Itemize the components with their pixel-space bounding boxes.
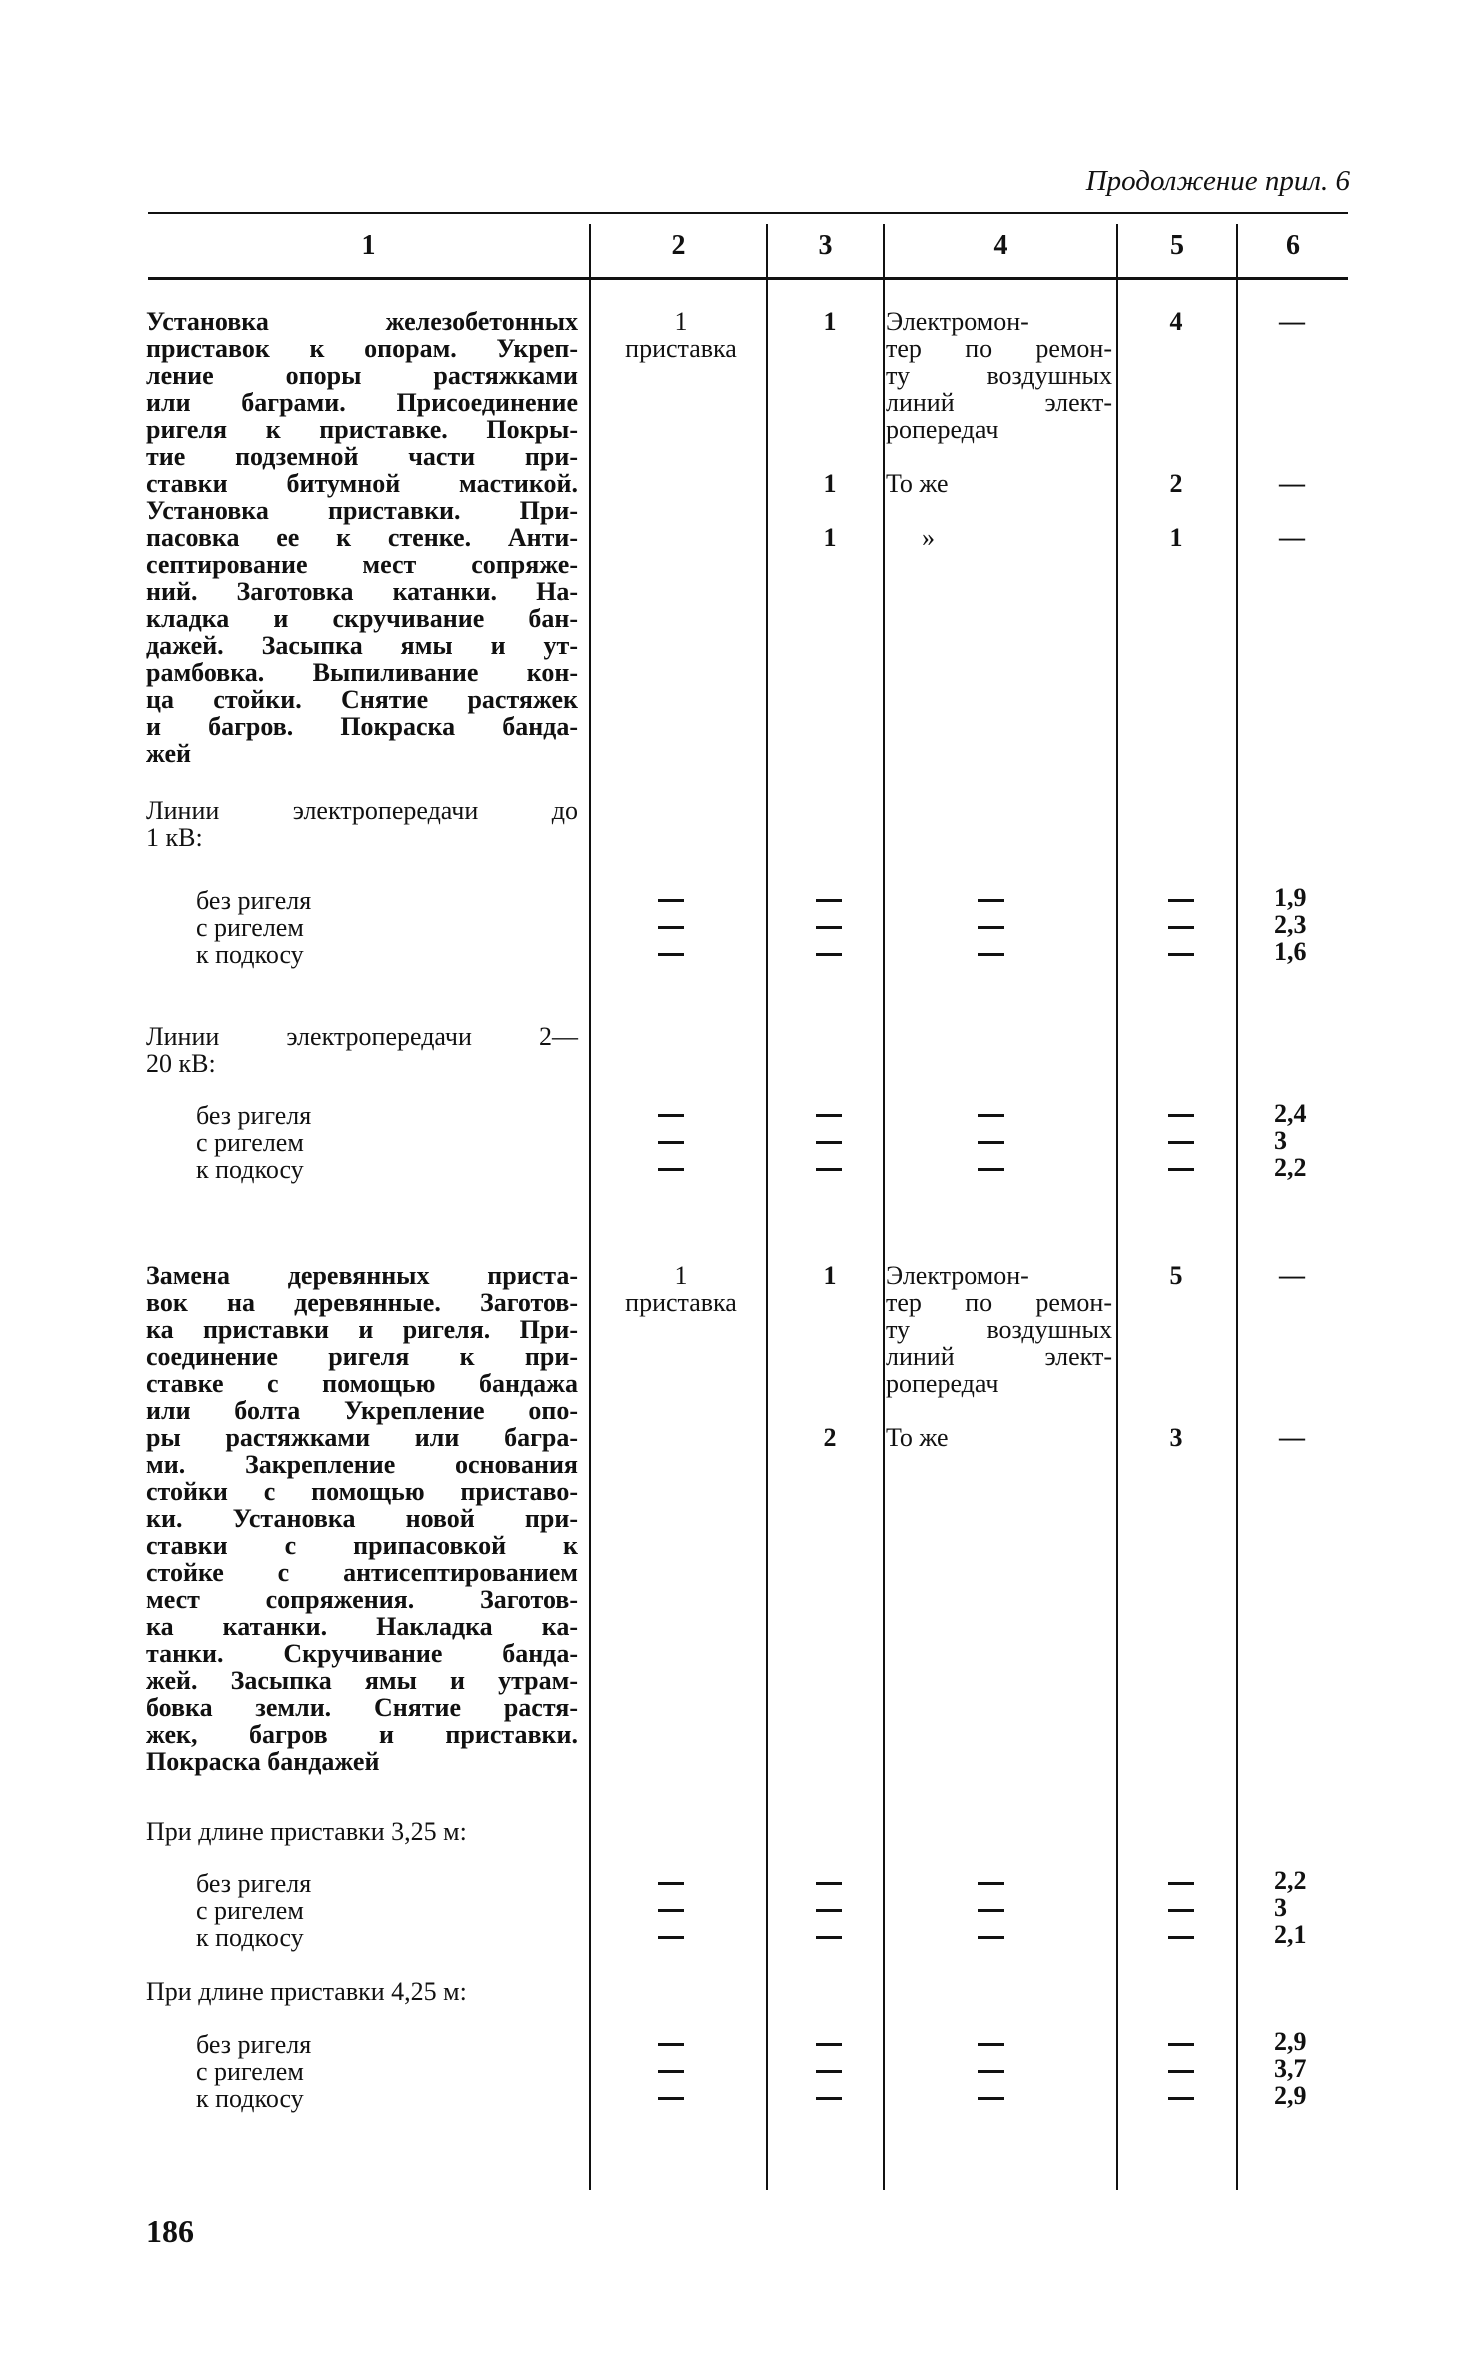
dash-mark [816,941,842,968]
section2-row2-col5: 3 [1169,1423,1183,1452]
group1-col6-values [1274,884,1307,965]
dash-mark [658,1129,684,1156]
header-col-6: 6 [1286,230,1300,261]
group3-items [146,1870,578,1951]
text-line: и багров. Покраска банда- [146,712,578,741]
text-line: линий элект- [886,1342,1112,1371]
dash-mark [816,1897,842,1924]
section1-row1-col5: 4 [1169,307,1183,336]
dash-mark [978,1897,1004,1924]
dash-mark [1168,2058,1194,2085]
text-line: кладка и скручивание бан- [146,604,578,633]
value-cell: 1,6 [1274,937,1307,966]
text-line: ропередач [886,415,999,444]
text-line: жек, багров и приставки. [146,1720,578,1749]
text-line: вок на деревянные. Заготов- [146,1288,578,1317]
dash-mark [1168,2031,1194,2058]
section1-row2-col5: 2 [1169,469,1183,498]
table-top-rule [148,212,1348,214]
dash-mark [816,887,842,914]
list-item: с ригелем [196,2057,304,2086]
section1-row3-col3: 1 [823,523,837,552]
text-line: линий элект- [886,388,1112,417]
section1-row1-col6: — [1279,307,1305,336]
dash-mark [1168,887,1194,914]
text-line: Электромон- [886,307,1029,336]
group3-col2-dashes [658,1870,684,1951]
section1-row1-col4 [886,308,1112,443]
dash-mark [658,887,684,914]
dash-mark [816,1924,842,1951]
dash-mark [978,1156,1004,1183]
dash-mark [978,1129,1004,1156]
header-col-5: 5 [1170,230,1184,261]
group4-items [146,2031,578,2112]
value-cell: 2,9 [1274,2027,1307,2056]
dash-mark [658,1102,684,1129]
dash-mark [658,1870,684,1897]
text-line: ка приставки и ригеля. При- [146,1315,578,1344]
section2-row1-col4 [886,1262,1112,1397]
group1-title [146,797,578,851]
group3-col4-dashes [978,1870,1004,1951]
text-line: мест сопряжения. Заготов- [146,1585,578,1614]
section1-row3-col6: — [1279,523,1305,552]
text-line: дажей. Засыпка ямы и ут- [146,631,578,660]
running-head: Продолжение прил. 6 [1085,165,1350,197]
text-line: соединение ригеля к при- [146,1342,578,1371]
value-cell: 2,4 [1274,1099,1307,1128]
unit-count: 1 [674,307,688,336]
list-item: без ригеля [196,1869,312,1898]
header-col-1: 1 [361,230,376,261]
value-cell: 2,3 [1274,910,1307,939]
dash-mark [816,2058,842,2085]
text-line: ставки с припасовкой к [146,1531,578,1560]
text-line: ры растяжками или багра- [146,1423,578,1452]
text-line: ригеля к приставке. Покры- [146,415,578,444]
text-line: ка катанки. Накладка ка- [146,1612,578,1641]
value-cell: 2,2 [1274,1866,1307,1895]
text-line: тие подземной части при- [146,442,578,471]
value-cell: 3 [1274,1126,1287,1155]
text-line: септирование мест сопряже- [146,550,578,579]
column-divider-3 [883,224,885,2190]
dash-mark [658,2031,684,2058]
text-line: Замена деревянных приста- [146,1261,578,1290]
value-cell: 2,9 [1274,2081,1307,2110]
group2-col6-values [1274,1100,1307,1181]
text-line: Линии электропередачи до [146,796,578,825]
dash-mark [816,1129,842,1156]
unit-count: 1 [674,1261,688,1290]
dash-mark [658,2058,684,2085]
dash-mark [658,941,684,968]
section2-row1-col6: — [1279,1261,1305,1290]
dash-mark [978,2031,1004,2058]
text-line: То же [886,1423,949,1452]
dash-mark [658,1897,684,1924]
text-line: 20 кВ: [146,1049,216,1078]
group3-title [146,1818,578,1845]
section1-row3-col5: 1 [1169,523,1183,552]
dash-mark [816,1102,842,1129]
list-item: к подкосу [196,1923,304,1952]
group1-col3-dashes [816,887,842,968]
group4-col6-values [1274,2028,1307,2109]
text-line: стойки с помощью приставо- [146,1477,578,1506]
column-divider-2 [766,224,768,2190]
dash-mark [978,887,1004,914]
text-line: Установка приставки. При- [146,496,578,525]
section2-row1-col3: 1 [823,1261,837,1290]
section1-row1-col3: 1 [823,307,837,336]
text-line: приставок к опорам. Укреп- [146,334,578,363]
dash-mark [1168,1156,1194,1183]
column-divider-4 [1116,224,1118,2190]
text-line: ца стойки. Снятие растяжек [146,685,578,714]
dash-mark [658,1156,684,1183]
dash-mark [816,2085,842,2112]
group1-col4-dashes [978,887,1004,968]
dash-mark [1168,1897,1194,1924]
text-line: То же [886,469,949,498]
value-cell: 2,1 [1274,1920,1307,1949]
table-header-rule [148,277,1348,280]
text-line: Электромон- [886,1261,1029,1290]
dash-mark [1168,2085,1194,2112]
group2-col2-dashes [658,1102,684,1183]
text-line: ропередач [886,1369,999,1398]
value-cell: 3,7 [1274,2054,1307,2083]
section1-row3-col4 [886,524,1112,551]
text-line: ставке с помощью бандажа [146,1369,578,1398]
text-line: или болта Укрепление опо- [146,1396,578,1425]
ditto-mark: » [922,523,935,552]
dash-mark [658,2085,684,2112]
header-col-4: 4 [993,230,1008,261]
group3-col3-dashes [816,1870,842,1951]
text-line: ту воздушных [886,1315,1112,1344]
group3-col5-dashes [1168,1870,1194,1951]
section2-col2-unit [606,1262,756,1316]
group4-col2-dashes [658,2031,684,2112]
text-line: рамбовка. Выпиливание кон- [146,658,578,687]
group2-title [146,1023,578,1077]
text-line: или баграми. Присоединение [146,388,578,417]
value-cell: 3 [1274,1893,1287,1922]
text-line: При длине приставки 4,25 м: [146,1977,467,2006]
text-line: ми. Закрепление основания [146,1450,578,1479]
text-line: жей. Засыпка ямы и утрам- [146,1666,578,1695]
dash-mark [978,1924,1004,1951]
text-line: ки. Установка новой при- [146,1504,578,1533]
dash-mark [658,1924,684,1951]
dash-mark [978,1102,1004,1129]
section1-row2-col4 [886,470,1112,497]
dash-mark [1168,1102,1194,1129]
section1-col2-unit [606,308,756,362]
group2-items [146,1102,578,1183]
group2-col3-dashes [816,1102,842,1183]
unit-label: приставка [625,334,737,363]
header-col-3: 3 [818,230,833,261]
text-line: тер по ремон- [886,334,1112,363]
list-item: к подкосу [196,940,304,969]
text-line: Линии электропередачи 2— [146,1022,578,1051]
text-line: При длине приставки 3,25 м: [146,1817,467,1846]
section2-description [146,1262,578,1775]
group4-col3-dashes [816,2031,842,2112]
text-line: ту воздушных [886,361,1112,390]
text-line: танки. Скручивание банда- [146,1639,578,1668]
header-col-2: 2 [671,230,686,261]
dash-mark [978,2085,1004,2112]
group1-col2-dashes [658,887,684,968]
section2-row1-col5: 5 [1169,1261,1183,1290]
value-cell: 2,2 [1274,1153,1307,1182]
dash-mark [978,1870,1004,1897]
dash-mark [1168,1129,1194,1156]
list-item: с ригелем [196,1896,304,1925]
section1-row2-col3: 1 [823,469,837,498]
group2-col5-dashes [1168,1102,1194,1183]
dash-mark [1168,1924,1194,1951]
section1-description [146,308,578,767]
section2-row2-col3: 2 [823,1423,837,1452]
text-line: ний. Заготовка катанки. На- [146,577,578,606]
text-line: пасовка ее к стенке. Анти- [146,523,578,552]
text-line: Установка железобетонных [146,307,578,336]
dash-mark [816,914,842,941]
group1-items [146,887,578,968]
section2-row2-col4 [886,1424,1112,1451]
dash-mark [1168,1870,1194,1897]
group3-col6-values [1274,1867,1307,1948]
text-line: 1 кВ: [146,823,203,852]
unit-label: приставка [625,1288,737,1317]
dash-mark [978,941,1004,968]
text-line: тер по ремон- [886,1288,1112,1317]
column-divider-1 [589,224,591,2190]
section2-row2-col6: — [1279,1423,1305,1452]
text-line: ставки битумной мастикой. [146,469,578,498]
list-item: к подкосу [196,1155,304,1184]
dash-mark [978,914,1004,941]
text-line: ление опоры растяжками [146,361,578,390]
text-line: стойке с антисептированием [146,1558,578,1587]
dash-mark [658,914,684,941]
dash-mark [1168,941,1194,968]
group4-col4-dashes [978,2031,1004,2112]
group4-col5-dashes [1168,2031,1194,2112]
dash-mark [1168,914,1194,941]
section1-row2-col6: — [1279,469,1305,498]
dash-mark [978,2058,1004,2085]
list-item: без ригеля [196,2030,312,2059]
value-cell: 1,9 [1274,883,1307,912]
group1-col5-dashes [1168,887,1194,968]
group2-col4-dashes [978,1102,1004,1183]
text-line: бовка земли. Снятие растя- [146,1693,578,1722]
dash-mark [816,2031,842,2058]
list-item: без ригеля [196,886,312,915]
list-item: с ригелем [196,913,304,942]
text-line: жей [146,739,192,768]
column-divider-5 [1236,224,1238,2190]
list-item: с ригелем [196,1128,304,1157]
dash-mark [816,1156,842,1183]
text-line: Покраска бандажей [146,1747,380,1776]
list-item: к подкосу [196,2084,304,2113]
list-item: без ригеля [196,1101,312,1130]
group4-title [146,1978,578,2005]
dash-mark [816,1870,842,1897]
page-number: 186 [146,2213,194,2249]
